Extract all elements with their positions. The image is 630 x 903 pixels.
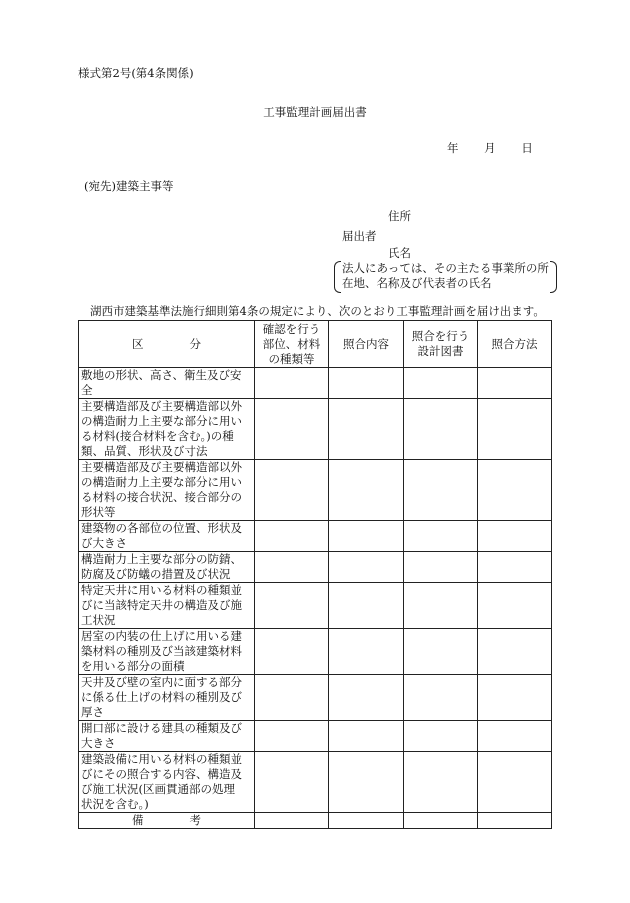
category-line: 工状況 <box>81 613 116 627</box>
category-line: 建築物の各部位の位置、形状及 <box>81 521 242 535</box>
category-line: 特定天井に用いる材料の種類並 <box>81 583 242 597</box>
confirm-cell[interactable] <box>255 552 329 583</box>
category-line: の構造耐力上主要な部分に用い <box>81 414 242 428</box>
confirm-cell[interactable] <box>255 368 329 399</box>
category-line: 居室の内装の仕上げに用いる建 <box>81 629 242 643</box>
confirm-cell[interactable] <box>255 629 329 675</box>
table-header-row <box>79 321 552 368</box>
header-confirm-line: の種類等 <box>268 351 315 366</box>
name-label: 氏名 <box>388 246 411 260</box>
method-cell[interactable] <box>478 583 552 629</box>
category-line: に係る仕上げの材料の種別及び <box>81 690 242 704</box>
corp-note-line-2: 在地、名称及び代表者の氏名 <box>342 276 492 290</box>
confirm-cell[interactable] <box>255 521 329 552</box>
category-line: 大きさ <box>81 736 116 750</box>
left-bracket <box>334 261 341 293</box>
category-cell <box>79 521 255 552</box>
method-cell[interactable] <box>478 368 552 399</box>
category-line: 形状等 <box>81 505 116 519</box>
form-number: 様式第2号(第4条関係) <box>78 66 194 80</box>
date-month: 月 <box>484 141 496 155</box>
notifier-label: 届出者 <box>342 229 377 243</box>
addressee: (宛先)建築主事等 <box>84 179 174 193</box>
category-line: 防腐及び防蟻の措置及び状況 <box>81 567 231 581</box>
category-line: の構造耐力上主要な部分に用い <box>81 475 242 489</box>
method-cell[interactable] <box>478 552 552 583</box>
category-line: 築材料の種別及び当該建築材料 <box>81 644 242 658</box>
header-confirm-line: 部位、材料 <box>262 336 321 351</box>
content-cell[interactable] <box>329 552 404 583</box>
method-cell[interactable] <box>478 521 552 552</box>
remarks-label: 備 考 <box>79 813 255 829</box>
drawings-cell[interactable] <box>404 521 478 552</box>
confirm-cell[interactable] <box>255 399 329 460</box>
remarks-cell[interactable] <box>404 813 478 829</box>
category-line: 建築設備に用いる材料の種類並 <box>81 752 242 766</box>
category-line: びに当該特定天井の構造及び施 <box>81 598 242 612</box>
category-cell <box>79 460 255 521</box>
address-label: 住所 <box>388 209 411 223</box>
date-year: 年 <box>447 141 459 155</box>
header-confirm-line: 確認を行う <box>262 321 321 336</box>
drawings-cell[interactable] <box>404 583 478 629</box>
category-line: びにその照合する内容、構造及 <box>81 767 242 781</box>
document-title: 工事監理計画届出書 <box>263 105 367 119</box>
corporation-note <box>334 261 557 291</box>
category-cell <box>79 583 255 629</box>
category-cell <box>79 368 255 399</box>
category-cell <box>79 752 255 813</box>
category-line: 主要構造部及び主要構造部以外 <box>81 460 242 474</box>
method-cell[interactable] <box>478 675 552 721</box>
remarks-cell[interactable] <box>255 813 329 829</box>
table-row <box>79 752 552 813</box>
category-line: び施工状況(区画貫通部の処理 <box>81 782 235 796</box>
header-category: 区 分 <box>79 321 255 368</box>
category-line: 開口部に設ける建具の種類及び <box>81 721 242 735</box>
content-cell[interactable] <box>329 521 404 552</box>
category-cell <box>79 552 255 583</box>
drawings-cell[interactable] <box>404 752 478 813</box>
category-line: び大きさ <box>81 536 127 550</box>
confirm-cell[interactable] <box>255 583 329 629</box>
drawings-cell[interactable] <box>404 552 478 583</box>
remarks-cell[interactable] <box>478 813 552 829</box>
table-row <box>79 721 552 752</box>
table-row <box>79 629 552 675</box>
category-line: 類、品質、形状及び寸法 <box>81 444 208 458</box>
table-row <box>79 460 552 521</box>
method-cell[interactable] <box>478 399 552 460</box>
category-cell <box>79 675 255 721</box>
category-line: 構造耐力上主要な部分の防錆、 <box>81 552 242 566</box>
category-line: 状況を含む。) <box>81 797 149 811</box>
content-cell[interactable] <box>329 752 404 813</box>
date-line <box>447 140 533 156</box>
method-cell[interactable] <box>478 752 552 813</box>
drawings-cell[interactable] <box>404 721 478 752</box>
category-line: 天井及び壁の室内に面する部分 <box>81 675 242 689</box>
method-cell[interactable] <box>478 460 552 521</box>
content-cell[interactable] <box>329 675 404 721</box>
drawings-cell[interactable] <box>404 368 478 399</box>
header-drawings-line: 照合を行う <box>411 329 470 343</box>
drawings-cell[interactable] <box>404 675 478 721</box>
category-line: 厚さ <box>81 705 104 719</box>
category-line: る材料の接合状況、接合部分の <box>81 490 242 504</box>
content-cell[interactable] <box>329 368 404 399</box>
header-content: 照合内容 <box>329 321 404 368</box>
confirm-cell[interactable] <box>255 675 329 721</box>
table-row <box>79 399 552 460</box>
confirm-cell[interactable] <box>255 460 329 521</box>
remarks-row <box>79 813 552 829</box>
table-row <box>79 521 552 552</box>
confirm-cell[interactable] <box>255 752 329 813</box>
content-cell[interactable] <box>329 721 404 752</box>
intro-text: 湖西市建築基準法施行細則第4条の規定により、次のとおり工事監理計画を届け出ます。 <box>90 304 545 318</box>
right-bracket <box>550 261 557 293</box>
category-line: 主要構造部及び主要構造部以外 <box>81 399 242 413</box>
table-row <box>79 675 552 721</box>
category-line: 全 <box>81 383 93 397</box>
header-confirm <box>255 321 329 368</box>
drawings-cell[interactable] <box>404 629 478 675</box>
table-row <box>79 368 552 399</box>
header-drawings <box>404 321 478 368</box>
drawings-cell[interactable] <box>404 399 478 460</box>
category-line: を用いる部分の面積 <box>81 659 185 673</box>
content-cell[interactable] <box>329 629 404 675</box>
content-cell[interactable] <box>329 583 404 629</box>
category-cell <box>79 721 255 752</box>
content-cell[interactable] <box>329 460 404 521</box>
category-cell <box>79 399 255 460</box>
remarks-cell[interactable] <box>329 813 404 829</box>
method-cell[interactable] <box>478 721 552 752</box>
table-row <box>79 552 552 583</box>
drawings-cell[interactable] <box>404 460 478 521</box>
category-line: る材料(接合材料を含む。)の種 <box>81 429 234 443</box>
content-cell[interactable] <box>329 399 404 460</box>
confirm-cell[interactable] <box>255 721 329 752</box>
supervision-plan-table <box>78 320 552 829</box>
header-method: 照合方法 <box>478 321 552 368</box>
table-row <box>79 583 552 629</box>
header-drawings-line: 設計図書 <box>417 344 464 358</box>
date-day: 日 <box>521 141 533 155</box>
method-cell[interactable] <box>478 629 552 675</box>
corp-note-line-1: 法人にあっては、その主たる事業所の所 <box>342 261 549 275</box>
category-cell <box>79 629 255 675</box>
category-line: 敷地の形状、高さ、衛生及び安 <box>81 368 242 382</box>
